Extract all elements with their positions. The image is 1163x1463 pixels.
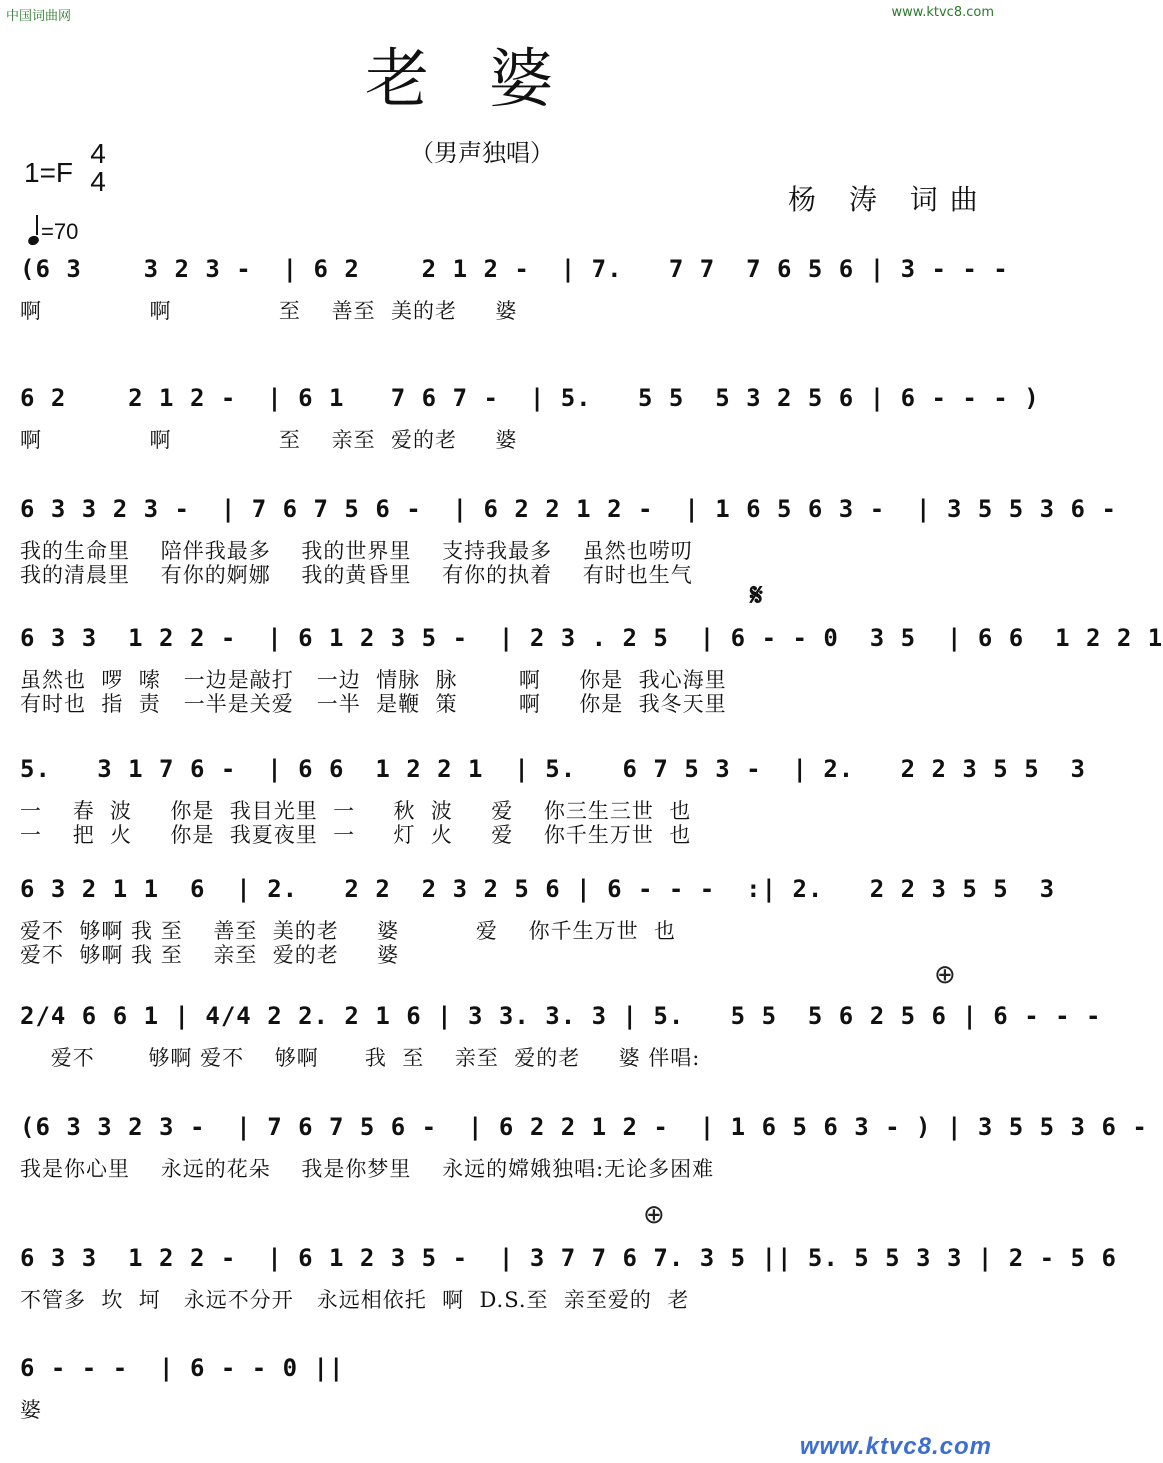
segno-icon: 𝄋	[750, 578, 763, 613]
quarter-note-icon	[27, 234, 40, 246]
notation: (6 3 3 2 3 - | 6 2 2 1 2 - | 7. 7 7 7 6 5 6 | 3 - - -	[20, 255, 1009, 283]
lyric-verse-1: 虽然也 啰 嗦 一边是敲打 一边 情脉 脉 啊 你是 我心海里	[20, 668, 727, 692]
lyric-verse-1: 一 春 波 你是 我目光里 一 秋 波 爱 你三生三世 也	[20, 799, 692, 823]
tempo-marking	[28, 219, 78, 245]
lyric-verse-1: 爱不 够啊 爱不 够啊 我 至 亲至 爱的老 婆 伴唱:	[20, 1046, 701, 1070]
lyric-verse-2: 爱不 够啊 我 至 亲至 爱的老 婆	[20, 943, 400, 967]
note-stem-icon	[36, 215, 38, 235]
notation: 6 3 3 1 2 2 - | 6 1 2 3 5 - | 2 3 . 2 5 | 6 - - 0 3 5 | 6 6 1 2 2 1	[20, 624, 1163, 652]
coda-icon: ⊕	[643, 1200, 665, 1230]
lyric-verse-2: 一 把 火 你是 我夏夜里 一 灯 火 爱 你千生万世 也	[20, 823, 692, 847]
site-name-left: 中国词曲网	[6, 9, 72, 24]
time-signature-bottom: 4	[90, 166, 106, 197]
notation: 6 3 3 1 2 2 - | 6 1 2 3 5 - | 3 7 7 6 7. 3 5 || 5. 5 5 3 3 | 2 - 5 6	[20, 1244, 1117, 1272]
lyric-verse-1: 爱不 够啊 我 至 善至 美的老 婆 爱 你千生万世 也	[20, 919, 676, 943]
lyric-verse-1: 不管多 坎 坷 永远不分开 永远相依托 啊 D.S.至 亲至爱的 老	[20, 1288, 690, 1312]
lyric-verse-1: 我的生命里 陪伴我最多 我的世界里 支持我最多 虽然也唠叨	[20, 539, 693, 563]
notation: 6 3 3 2 3 - | 7 6 7 5 6 - | 6 2 2 1 2 - | 1 6 5 6 3 - | 3 5 5 3 6 -	[20, 495, 1117, 523]
song-title: 老婆	[365, 43, 613, 117]
lyric-verse-2: 有时也 指 责 一半是关爱 一半 是鞭 策 啊 你是 我冬天里	[20, 692, 727, 716]
site-url-right: www.ktvc8.com	[891, 5, 994, 20]
site-logo: www.ktvc8.com	[799, 1433, 992, 1460]
lyric-verse-1: 啊 啊 至 亲至 爱的老 婆	[20, 428, 518, 452]
coda-icon: ⊕	[934, 960, 956, 990]
author-credit: 杨 涛 词曲	[788, 183, 990, 216]
notation: 6 3 2 1 1 6 | 2. 2 2 2 3 2 5 6 | 6 - - - :| 2. 2 2 3 5 5 3	[20, 875, 1056, 903]
notation: 5. 3 1 7 6 - | 6 6 1 2 2 1 | 5. 6 7 5 3 - | 2. 2 2 3 5 5 3	[20, 755, 1086, 783]
time-signature-top: 4	[90, 138, 106, 169]
notation: 2/4 6 6 1 | 4/4 2 2. 2 1 6 | 3 3. 3. 3 | 5. 5 5 5 6 2 5 6 | 6 - - -	[20, 1002, 1102, 1030]
lyric-verse-1: 婆	[20, 1398, 42, 1422]
lyric-verse-2: 我的清晨里 有你的婀娜 我的黄昏里 有你的执着 有时也生气	[20, 563, 693, 587]
notation: (6 3 3 2 3 - | 7 6 7 5 6 - | 6 2 2 1 2 - | 1 6 5 6 3 - ) | 3 5 5 3 6 -	[20, 1113, 1148, 1141]
lyric-verse-1: 啊 啊 至 善至 美的老 婆	[20, 299, 518, 323]
song-subtitle: （男声独唱）	[410, 139, 554, 167]
key-signature: 1=F	[24, 157, 74, 188]
lyric-verse-1: 我是你心里 永远的花朵 我是你梦里 永远的嫦娥独唱:无论多困难	[20, 1157, 715, 1181]
tempo-value: =70	[41, 219, 79, 244]
time-signature	[86, 140, 110, 196]
notation: 6 - - - | 6 - - 0 ||	[20, 1354, 345, 1382]
notation: 6 2 2 1 2 - | 6 1 7 6 7 - | 5. 5 5 5 3 2 5 6 | 6 - - - )	[20, 384, 1040, 412]
